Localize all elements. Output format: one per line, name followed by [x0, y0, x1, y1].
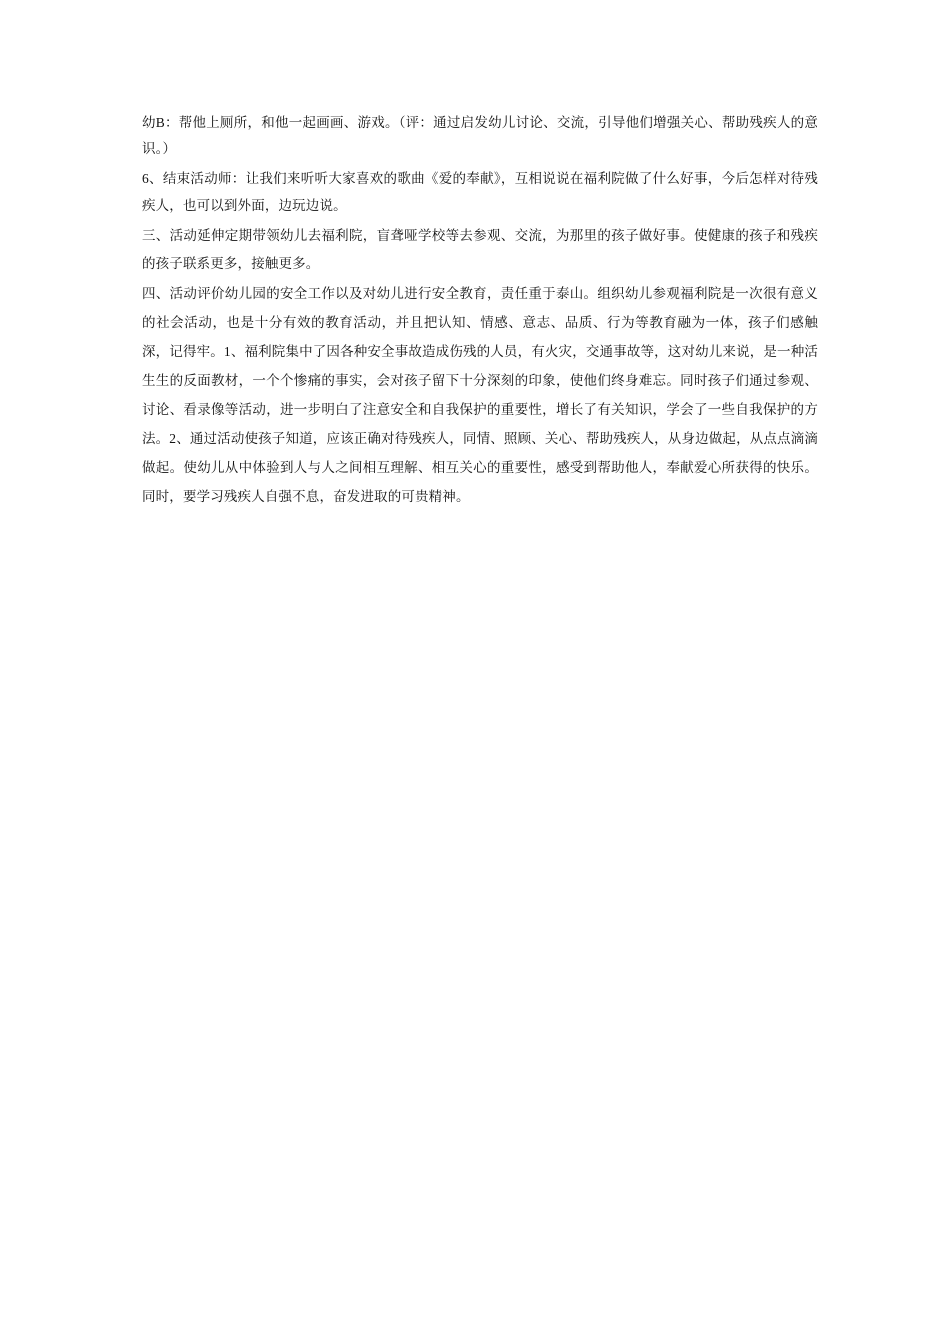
- paragraph-activity-extension: 三、活动延伸定期带领幼儿去福利院，盲聋哑学校等去参观、交流，为那里的孩子做好事。使健康的孩子和残疾的孩子联系更多，接触更多。: [142, 227, 818, 271]
- paragraph-closing-activity: 6、结束活动师：让我们来听听大家喜欢的歌曲《爱的奉献》，互相说说在福利院做了什么好事，今后怎样对待残疾人，也可以到外面，边玩边说。: [142, 170, 818, 214]
- document-body: [142, 110, 818, 511]
- paragraph-activity-evaluation: 四、活动评价幼儿园的安全工作以及对幼儿进行安全教育，责任重于泰山。组织幼儿参观福利院是一次很有意义的社会活动，也是十分有效的教育活动，并且把认知、情感、意志、品质、行为等教育融为一体，孩子们感触深，记得牢。1、福利院集中了因各种安全事故造成伤残的人员，有火灾，交通事故等，这对幼儿来说，是一种活生生的反面教材，一个个惨痛的事实，会对孩子留下十分深刻的印象，使他们终身难忘。同时孩子们通过参观、讨论、看录像等活动，进一步明白了注意安全和自我保护的重要性，增长了有关知识，学会了一些自我保护的方法。2、通过活动使孩子知道，应该正确对待残疾人，同情、照顾、关心、帮助残疾人，从身边做起，从点点滴滴做起。使幼儿从中体验到人与人之间相互理解、相互关心的重要性，感受到帮助他人，奉献爱心所获得的快乐。同时，要学习残疾人自强不息，奋发进取的可贵精神。: [142, 286, 818, 505]
- paragraph-dialogue-comment: 幼B：帮他上厕所，和他一起画画、游戏。（评：通过启发幼儿讨论、交流，引导他们增强关心、帮助残疾人的意识。）: [142, 115, 818, 157]
